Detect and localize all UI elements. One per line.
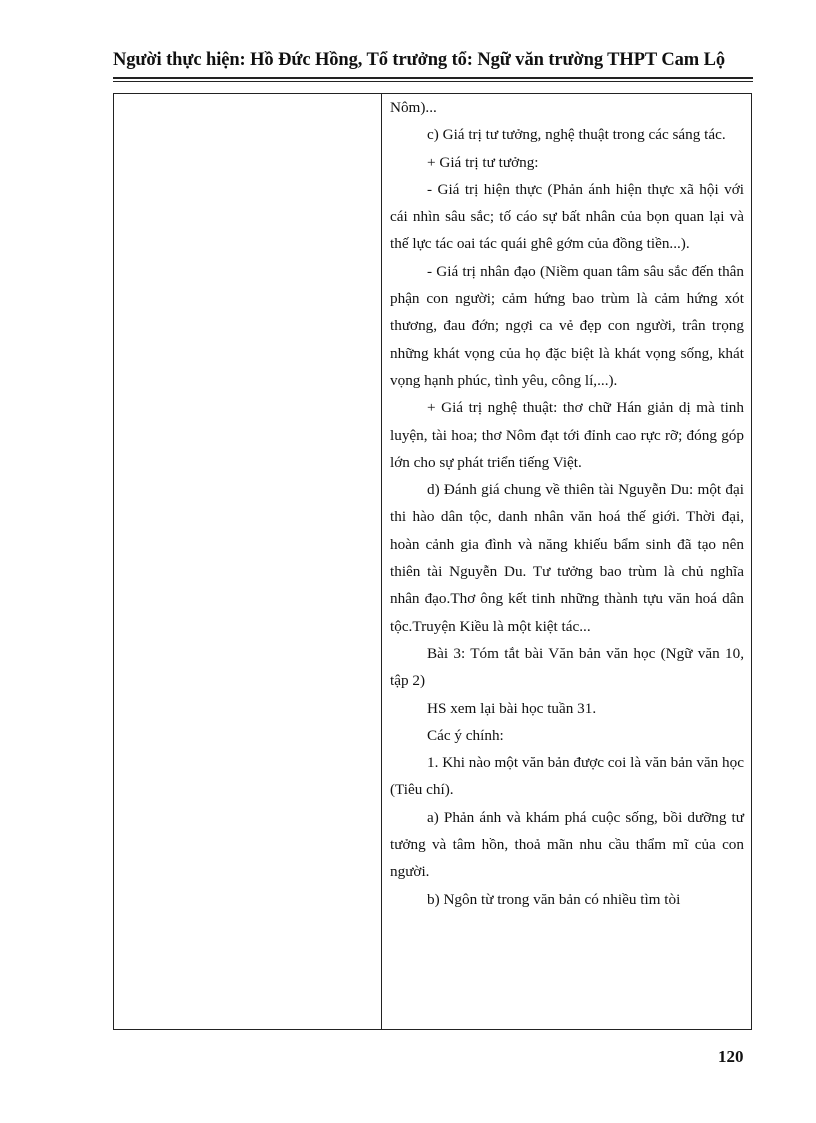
paragraph: HS xem lại bài học tuần 31. (427, 699, 597, 717)
header-rule-thin (113, 81, 753, 82)
content-table (113, 93, 752, 1030)
right-cell (390, 94, 744, 913)
paragraph: c) Giá trị tư tưởng, nghệ thuật trong các sáng tác. (427, 126, 726, 144)
paragraph: Bài 3: Tóm tắt bài Văn bản văn học (Ngữ văn 10, tập 2) (390, 644, 744, 690)
page-header: Người thực hiện: Hồ Đức Hồng, Tổ trưởng tổ: Ngữ văn trường THPT Cam Lộ (113, 50, 725, 70)
page-number: 120 (718, 1047, 744, 1066)
paragraph: + Giá trị nghệ thuật: thơ chữ Hán giản dị mà tinh luyện, tài hoa; thơ Nôm đạt tới đỉnh cao rực rỡ; đóng góp lớn cho sự phát triển tiếng Việt. (390, 399, 744, 471)
paragraph: + Giá trị tư tưởng: (427, 153, 539, 171)
paragraph: - Giá trị nhân đạo (Niềm quan tâm sâu sắc đến thân phận con người; cảm hứng bao trùm là cảm hứng xót thương, đau đớn; ngợi ca vẻ đẹp con người, trân trọng những khát vọng của họ đặc biệt là khát vọng sống, khát vọng hạnh phúc, tình yêu, công lí,...). (390, 262, 744, 389)
paragraph: - Giá trị hiện thực (Phản ánh hiện thực xã hội với cái nhìn sâu sắc; tố cáo sự bất nhân của bọn quan lại và thế lực tác oai tác quái ghê gớm của đồng tiền...). (390, 180, 744, 253)
column-divider (381, 94, 382, 1029)
paragraph: 1. Khi nào một văn bản được coi là văn bản văn học (Tiêu chí). (390, 754, 744, 799)
paragraph: b) Ngôn từ trong văn bản có nhiều tìm tòi (427, 890, 681, 908)
header-rule-thick (113, 77, 753, 79)
paragraph: d) Đánh giá chung về thiên tài Nguyễn Du: một đại thi hào dân tộc, danh nhân văn hoá thế giới. Thời đại, hoàn cảnh gia đình và năng khiếu bẩm sinh đã tạo nên thiên tài Nguyễn Du. Tư tưởng bao trùm là chủ nghĩa nhân đạo.Thơ ông kết tinh những thành tựu văn hoá dân tộc.Truyện Kiều là một kiệt tác... (390, 481, 744, 635)
left-cell (114, 94, 381, 1029)
paragraph: Các ý chính: (427, 726, 504, 744)
paragraph: Nôm)... (390, 99, 437, 116)
paragraph: a) Phản ánh và khám phá cuộc sống, bồi dưỡng tư tưởng và tâm hồn, thoả mãn nhu cầu thẩm mĩ của con người. (390, 808, 744, 881)
